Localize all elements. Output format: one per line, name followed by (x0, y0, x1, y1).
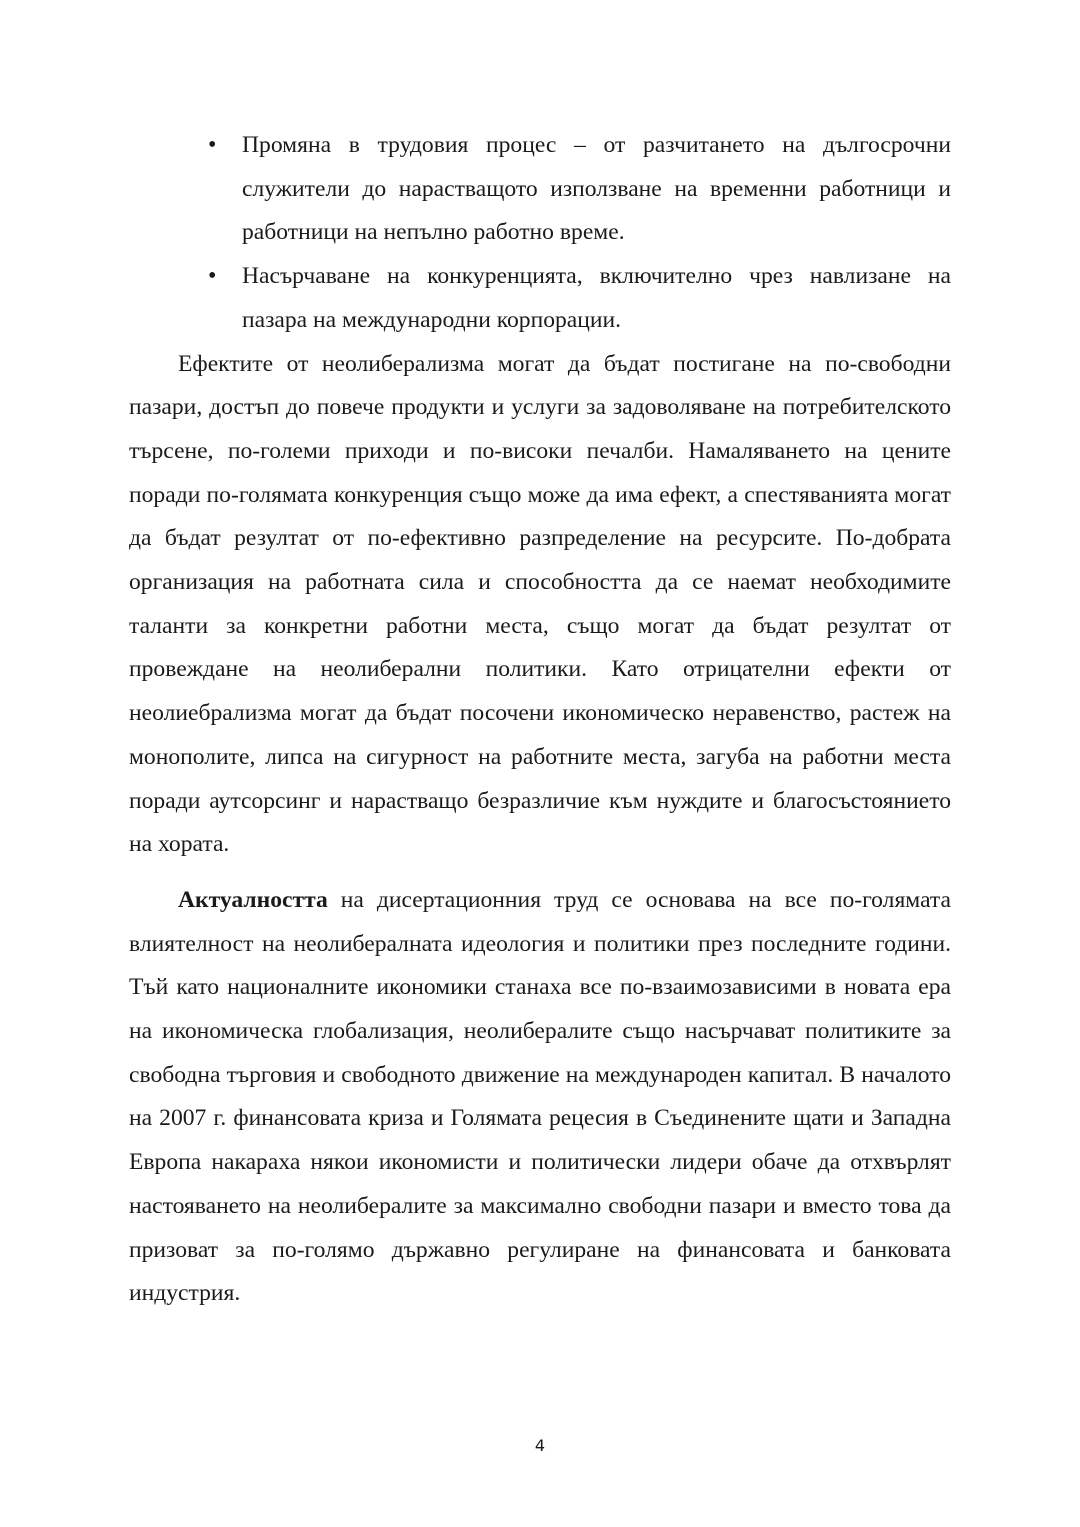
paragraph-effects: Ефектите от неолиберализма могат да бъдат постигане на по-свободни пазари, достъп до повече продукти и услуги за задоволяване на потребителското търсене, по-големи приходи и по-високи печалби. Намаляването на цените поради по-голямата конкуренция също може да има ефект, а спестяванията могат да бъдат резултат от по-ефективно разпределение на ресурсите. По-добрата организация на работната сила и способността да се наемат необходимите таланти за конкретни работни места, също могат да бъдат резултат от провеждане на неолиберални политики. Като отрицателни ефекти от неолиебрализма могат да бъдат посочени икономическо неравенство, растеж на монополите, липса на сигурност на работните места, загуба на работни места поради аутсорсинг и нарастващо безразличие към нуждите и благосъстоянието на хората. (129, 350, 951, 858)
relevance-text: на дисертационния труд се основава на все по-голямата влиятелност на неолибералната идеология и политики през последните години. Тъй като националните икономики станаха все по-взаимозависими в новата ера на икономическа глобализация, неолибералите също насърчават политиките за свободна търговия и свободното движение на международен капитал. В началото на 2007 г. финансовата криза и Голямата рецесия в Съединените щати и Западна Европа накараха някои икономисти и политически лидери обаче да отхвърлят настояването на неолибералите за максимално свободни пазари и вместо това да призоват за по-голямо държавно регулиране на финансовата и банковата индустрия. (129, 886, 951, 1307)
bullet-list (129, 124, 951, 343)
paragraph-relevance (129, 879, 951, 1316)
page-body (129, 124, 951, 1316)
relevance-bold-lead: Актуалността (178, 886, 328, 913)
bullet-item-1: • Промяна в трудовия процес – от разчитането на дългосрочни служители до нарастващото използване на временни работници и работници на непълно работно време. (242, 124, 951, 255)
bullet-item-2: • Насърчаване на конкуренцията, включително чрез навлизане на пазара на международни корпорации. (242, 255, 951, 342)
page-number: 4 (534, 1436, 546, 1455)
